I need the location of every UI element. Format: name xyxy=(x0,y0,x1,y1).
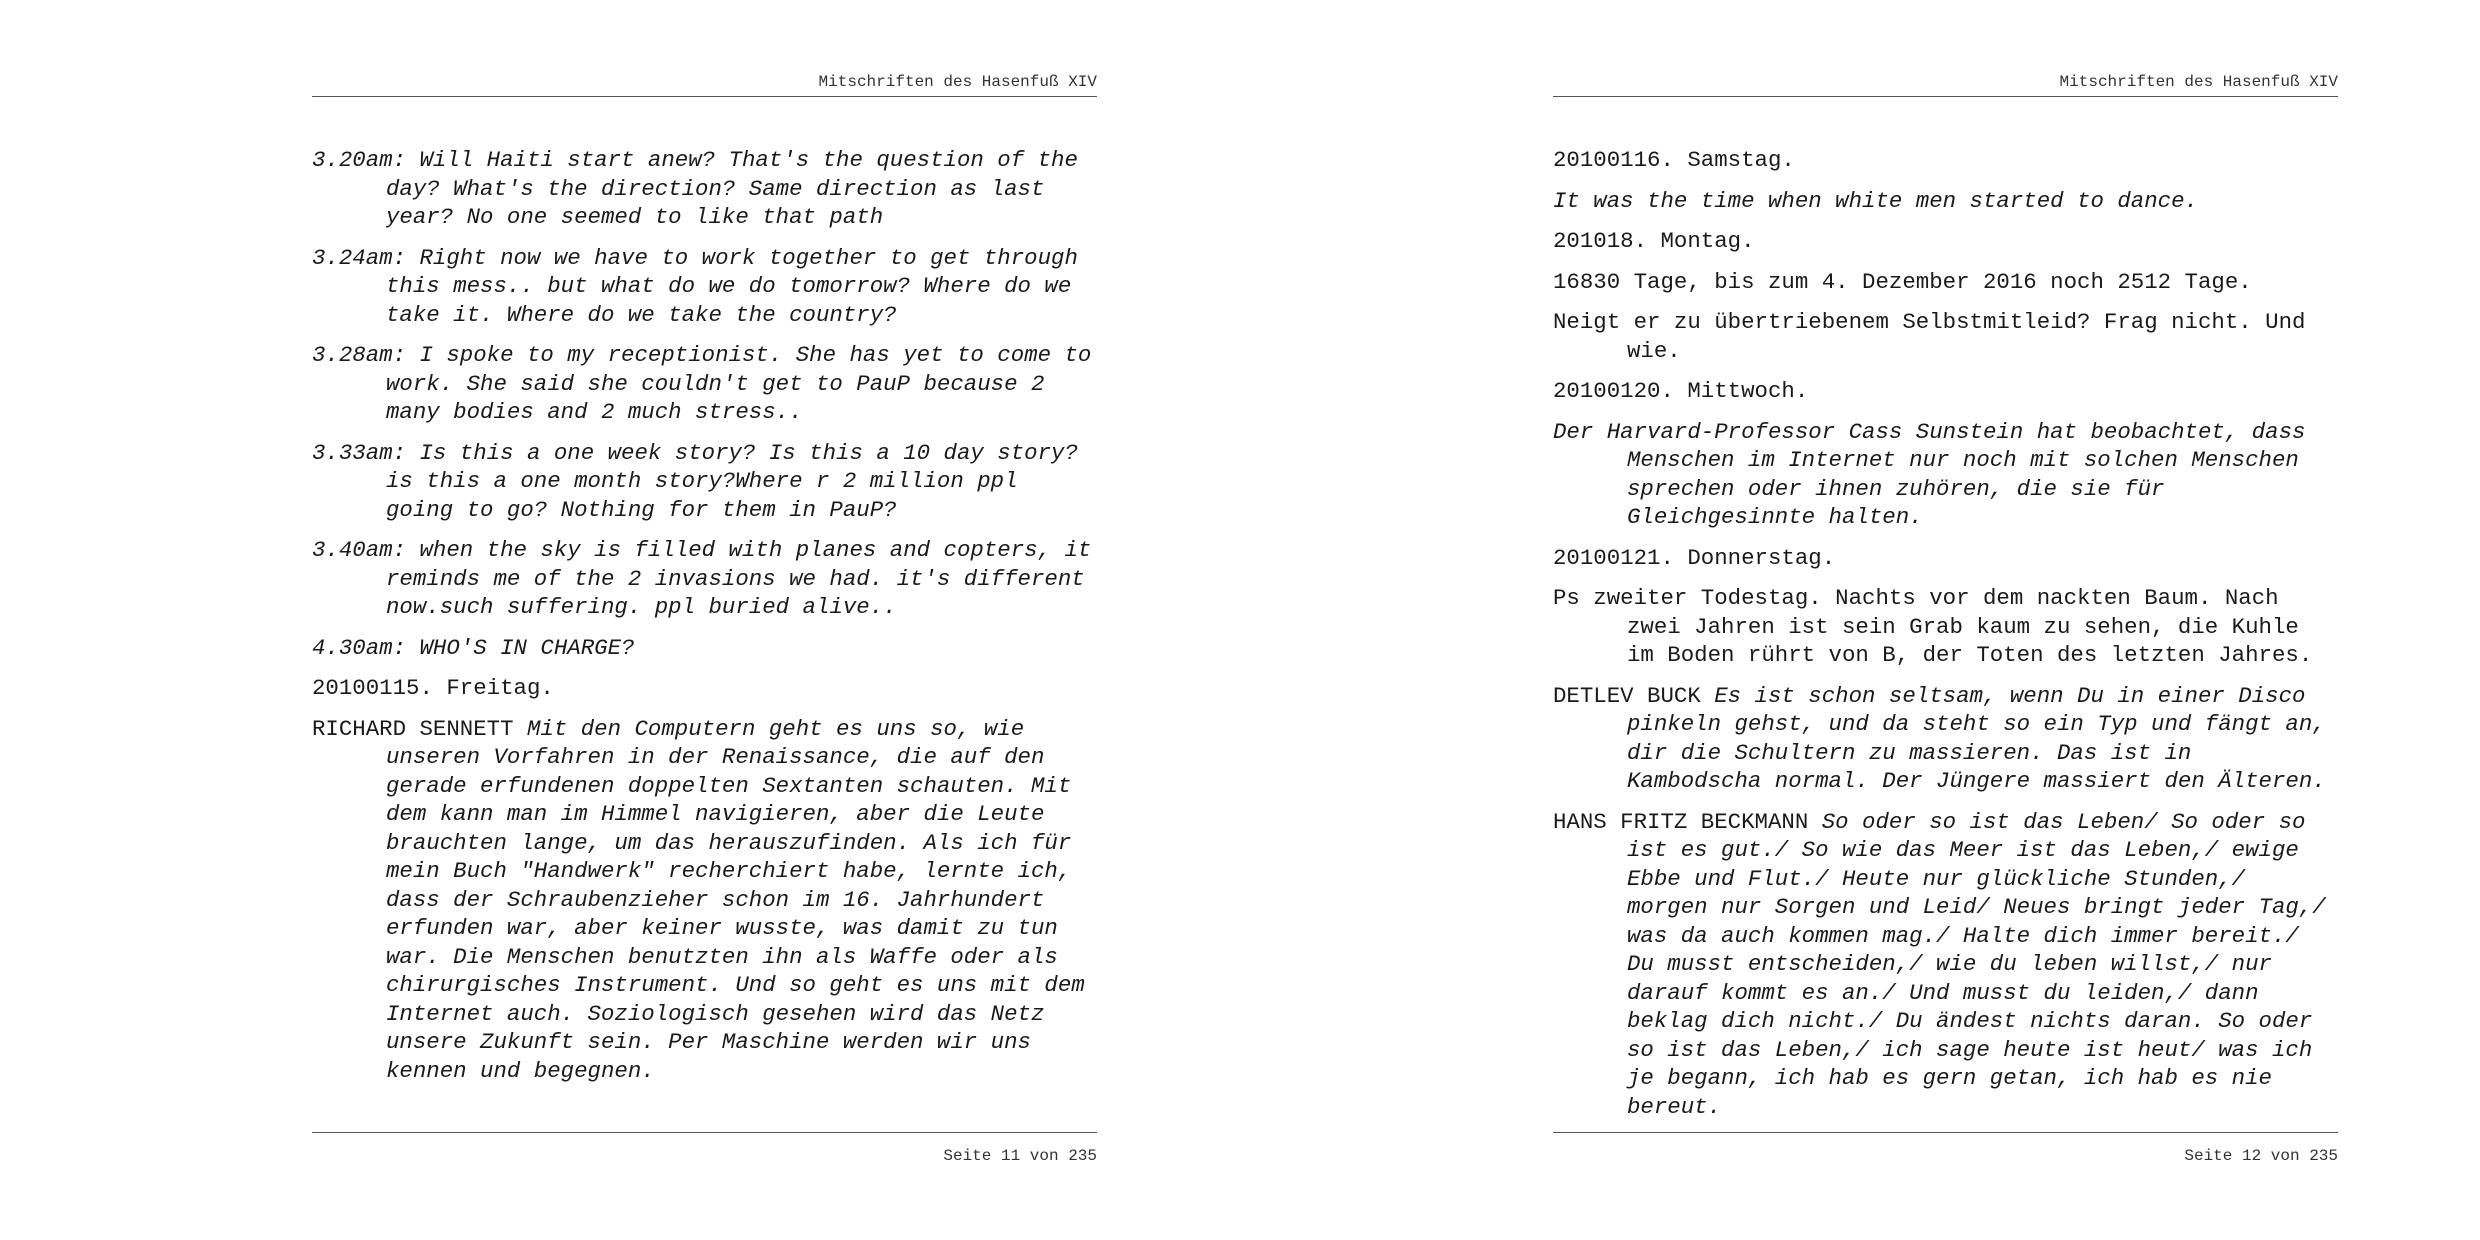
date-entry xyxy=(1553,544,2338,573)
paragraph-text: 3.33am: Is this a one week story? Is this a 10 day story? is this a one month story?Where r 2 million ppl going to go? Nothing for them in PauP? xyxy=(312,439,1078,523)
paragraph-text: 3.24am: Right now we have to work together to get through this mess.. but what do we do tomorrow? Where do we take it. Where do we take the country? xyxy=(312,244,1078,328)
date-text: 20100115. Freitag. xyxy=(312,675,554,701)
paragraph-text: 3.20am: Will Haiti start anew? That's the question of the day? What's the direction? Same direction as last year? No one seemed to like that path xyxy=(312,147,1078,230)
paragraph xyxy=(312,634,1097,663)
paragraph xyxy=(1553,268,2338,297)
paragraph xyxy=(312,244,1097,330)
footer-rule xyxy=(1553,1132,2338,1133)
paragraph xyxy=(312,341,1097,427)
quote-text: Mit den Computern geht es uns so, wie unseren Vorfahren in der Renaissance, die auf den gerade erfundenen doppelten Sextanten schauten. Mit dem kann man im Himmel navigieren, aber die Leute brauchten lange, um das herauszufinden. Als ich für mein Buch "Handwerk" recherchiert habe, lernte ich, dass der Schraubenzieher schon im 16. Jahrhundert erfunden war, aber keiner wusste, was damit zu tun war. Die Menschen benutzten ihn als Waffe oder als chirurgisches Instrument. Und so geht es uns mit dem Internet auch. Soziologisch gesehen wird das Netz unsere Zukunft sein. Per Maschine werden wir uns kennen und begegnen. xyxy=(386,715,1085,1084)
date-entry xyxy=(312,674,1097,703)
right-page xyxy=(1553,0,2338,1240)
paragraph-text: Der Harvard-Professor Cass Sunstein hat beobachtet, dass Menschen im Internet nur noch mit solchen Menschen sprechen oder ihnen zuhören, die sie für Gleichgesinnte halten. xyxy=(1553,418,2306,530)
date-entry xyxy=(1553,377,2338,406)
date-text: 20100116. Samstag. xyxy=(1553,147,1795,173)
author-name: RICHARD SENNETT xyxy=(312,715,514,742)
left-page xyxy=(312,0,1097,1240)
quote-paragraph xyxy=(1553,808,2338,1122)
paragraph-text: Neigt er zu übertriebenem Selbstmitleid? Frag nicht. Und wie. xyxy=(1553,309,2306,364)
page-body xyxy=(1553,146,2338,1133)
page-header: Mitschriften des Hasenfuß XIV xyxy=(2059,73,2338,91)
paragraph xyxy=(1553,187,2338,216)
page-body xyxy=(312,146,1097,1097)
date-text: 20100121. Donnerstag. xyxy=(1553,544,1836,571)
header-rule xyxy=(1553,96,2338,97)
quote-text: Es ist schon seltsam, wenn Du in einer Disco pinkeln gehst, und da steht so ein Typ und fängt an, dir die Schultern zu massieren. Das ist in Kambodscha normal. Der Jüngere massiert den Älteren. xyxy=(1627,682,2326,794)
paragraph xyxy=(1553,308,2338,365)
paragraph-text: 16830 Tage, bis zum 4. Dezember 2016 noch 2512 Tage. xyxy=(1553,268,2252,295)
paragraph-text: 3.28am: I spoke to my receptionist. She has yet to come to work. She said she couldn't get to PauP because 2 many bodies and 2 much stress.. xyxy=(312,342,1092,425)
author-name: HANS FRITZ BECKMANN xyxy=(1553,808,1809,835)
paragraph-text: 3.40am: when the sky is filled with planes and copters, it reminds me of the 2 invasions we had. it's different now.such suffering. ppl buried alive.. xyxy=(312,537,1092,620)
quote-paragraph xyxy=(1553,682,2338,796)
paragraph-text: 4.30am: WHO'S IN CHARGE? xyxy=(312,634,635,661)
page-header: Mitschriften des Hasenfuß XIV xyxy=(818,73,1097,91)
header-rule xyxy=(312,96,1097,97)
quote-paragraph xyxy=(312,715,1097,1086)
date-entry xyxy=(1553,227,2338,256)
page-number: Seite 11 von 235 xyxy=(943,1147,1097,1165)
footer-rule xyxy=(312,1132,1097,1133)
date-entry xyxy=(1553,146,2338,175)
paragraph xyxy=(312,439,1097,525)
paragraph xyxy=(1553,584,2338,670)
paragraph-text: It was the time when white men started to dance. xyxy=(1553,187,2198,214)
paragraph-text: Ps zweiter Todestag. Nachts vor dem nackten Baum. Nach zwei Jahren ist sein Grab kaum zu sehen, die Kuhle im Boden rührt von B, der Toten des letzten Jahres. xyxy=(1553,585,2313,668)
date-text: 201018. Montag. xyxy=(1553,228,1755,254)
paragraph xyxy=(312,146,1097,232)
paragraph xyxy=(312,536,1097,622)
paragraph xyxy=(1553,418,2338,532)
page-number: Seite 12 von 235 xyxy=(2184,1147,2338,1165)
date-text: 20100120. Mittwoch. xyxy=(1553,378,1809,404)
quote-text: So oder so ist das Leben/ So oder so ist es gut./ So wie das Meer ist das Leben,/ ewige Ebbe und Flut./ Heute nur glückliche Stunden,/ morgen nur Sorgen und Leid/ Neues bringt jeder Tag,/ was da auch kommen mag./ Halte dich immer bereit./ Du musst entscheiden,/ wie du leben willst,/ nur darauf kommt es an./ Und musst du leiden,/ dann beklag dich nicht./ Du ändest nichts daran. So oder so ist das Leben,/ ich sage heute ist heut/ was ich je begann, ich hab es gern getan, ich hab es nie bereut. xyxy=(1627,808,2326,1120)
author-name: DETLEV BUCK xyxy=(1553,682,1701,709)
